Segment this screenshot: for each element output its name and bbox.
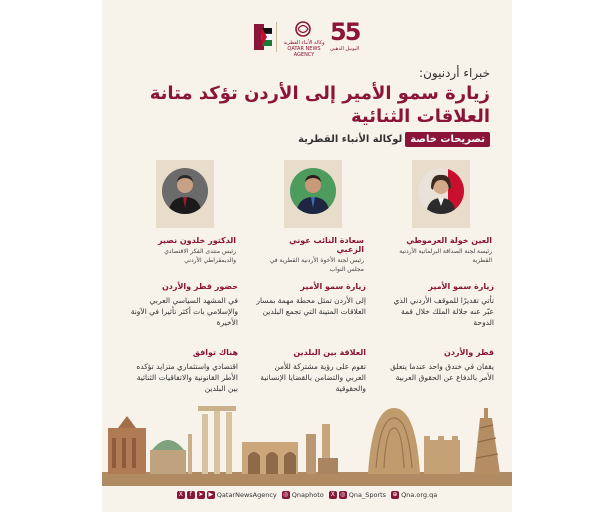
quote-text: اقتصادي واستثماري متزايد تؤكده الأطر القانونية والاتفاقيات الثنائية بين البلدين [136, 362, 238, 393]
x-icon[interactable]: X [178, 491, 183, 498]
tagline [298, 131, 490, 147]
person-photo [162, 168, 208, 214]
arches-illustration [242, 442, 298, 474]
quote-block-3 [126, 282, 238, 328]
person-name: الدكتور خلدون نصير [157, 236, 236, 245]
roman-columns-illustration [198, 406, 236, 474]
person-photo-frame [284, 160, 342, 228]
quote-block-1 [382, 282, 494, 328]
person-role: رئيس لجنة الأخوة الأردنية القطرية في مجلس النواب [269, 257, 364, 273]
anniversary-number: 55 [330, 18, 360, 46]
handle-qnaphoto[interactable]: Qnaphoto [291, 491, 324, 499]
quote-title: زيارة سمو الأمير [300, 282, 366, 291]
anniversary-logo [330, 18, 370, 52]
tag-badge: تصريحات خاصة [405, 132, 490, 147]
mosque-dome-illustration [150, 434, 192, 474]
logo-divider [276, 22, 277, 52]
person-photo [290, 168, 336, 214]
quote-title: قطر والأردن [443, 348, 494, 357]
qna-logo-icon [294, 20, 312, 38]
logo-bar [102, 14, 512, 56]
person-role: رئيس منتدى الفكر الاقتصادي والديمقراطي الأردني [164, 248, 236, 264]
social-footer [102, 488, 512, 502]
website-link[interactable]: Qna.org.qa [401, 491, 438, 499]
facebook-icon[interactable]: f [187, 491, 195, 499]
social-group-3 [329, 491, 386, 499]
quote-text: في المشهد السياسي العربي والإسلامي بات أكثر تأثيرا في الآونة الأخيرة [130, 296, 238, 327]
instagram-icon[interactable]: ◎ [283, 491, 289, 498]
person-photo-frame [412, 160, 470, 228]
quote-block-2 [254, 282, 366, 317]
person-photo-frame [156, 160, 214, 228]
quote-title: حضور قطر والأردن [161, 282, 238, 291]
qna-logo [282, 20, 326, 56]
fort-illustration [424, 436, 460, 474]
person-role: رئيسة لجنة الصداقة البرلمانية الأردنية القطرية [399, 248, 492, 264]
globe-icon[interactable]: ⊕ [392, 491, 398, 498]
handle-qna-sports[interactable]: Qna_Sports [348, 491, 387, 499]
quote-text: تقوم على رؤية مشتركة للأمن العربي والتضامن بالقضايا الإنسانية والحقوقية [260, 362, 366, 393]
person-name: العين خولة العرموطي [406, 236, 492, 245]
tower-illustration [306, 424, 338, 474]
anniversary-caption: اليوبيل الذهبي [330, 46, 360, 52]
spiral-minaret-illustration [474, 408, 500, 474]
quote-text: تأتي تقديرًا للموقف الأردني الذي عبّر عنه جلالة الملك خلال قمة الدوحة [393, 296, 494, 327]
person-card-1 [390, 160, 492, 265]
handle-qatarnewsagency[interactable]: QatarNewsAgency [216, 491, 277, 499]
infographic-poster [102, 0, 512, 512]
kicker-text: خبراء أردنيون: [419, 66, 490, 80]
quote-block-5 [254, 348, 366, 394]
quote-title: العلاقة بين البلدين [293, 348, 366, 357]
quote-text: إلى الأردن تمثل محطة مهمة بمسار العلاقات المتينة التي تجمع البلدين [256, 296, 366, 316]
tag-rest: لوكالة الأنباء القطرية [298, 133, 403, 145]
social-group-1 [177, 491, 277, 499]
quote-block-6 [126, 348, 238, 394]
person-name: سعادة النائب عوني الزعبي [289, 236, 364, 254]
person-card-3 [134, 160, 236, 265]
quote-title: هناك توافق [192, 348, 238, 357]
landmarks-skyline-illustration [102, 398, 512, 486]
quote-text: يقفان في خندق واحد عندما يتعلق الأمر بالدفاع عن الحقوق العربية [390, 362, 494, 382]
x-icon[interactable]: X [330, 491, 335, 498]
social-group-2 [282, 491, 324, 499]
youtube-icon[interactable]: ▶ [208, 491, 214, 498]
flags-icon [252, 22, 274, 52]
telegram-icon[interactable]: ➤ [198, 491, 204, 498]
agency-name-ar: وكالة الأنباء القطرية [283, 40, 325, 46]
headline: زيارة سمو الأمير إلى الأردن تؤكد متانة العلاقات الثنائية [149, 83, 490, 127]
person-photo [418, 168, 464, 214]
quote-title: زيارة سمو الأمير [428, 282, 494, 291]
petra-treasury-illustration [108, 416, 146, 474]
social-group-4 [391, 491, 437, 499]
instagram-icon[interactable]: ◎ [340, 491, 346, 498]
person-card-2 [262, 160, 364, 274]
agency-name-en: QATAR NEWS AGENCY [287, 46, 321, 58]
honeycomb-tower-illustration [368, 408, 420, 474]
quote-block-4 [382, 348, 494, 383]
